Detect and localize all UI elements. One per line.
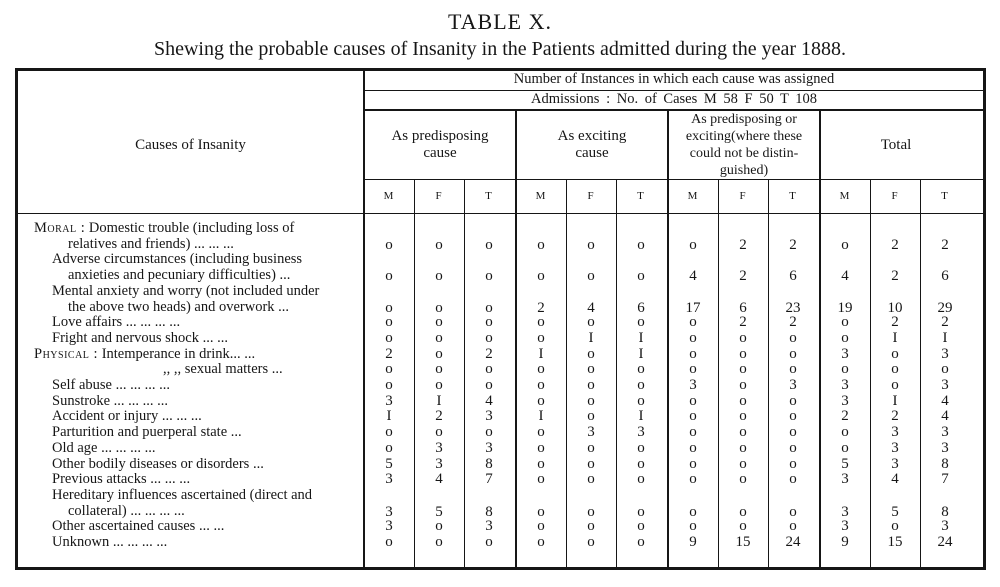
table-cell: o bbox=[739, 455, 747, 472]
table-cell: 7 bbox=[941, 471, 949, 488]
table-cell: o bbox=[385, 268, 393, 285]
group-header-line: As predisposing bbox=[391, 128, 489, 144]
table-cell: 29 bbox=[937, 299, 953, 316]
table-subtitle: Shewing the probable causes of Insanity in the Patients admitted during the year 1888. bbox=[153, 38, 847, 60]
table-cell: o bbox=[435, 534, 443, 550]
table-cell: o bbox=[841, 424, 849, 441]
table-cell: 2 bbox=[941, 314, 949, 331]
table-cell: o bbox=[689, 503, 697, 520]
table-cell: 6 bbox=[789, 268, 797, 285]
row-label-text: Unknown ... ... ... ... bbox=[52, 534, 168, 550]
row-label bbox=[52, 472, 190, 487]
table-cell: 6 bbox=[941, 268, 949, 285]
table-cell: 2 bbox=[537, 299, 545, 316]
rule-banner bbox=[364, 90, 984, 91]
table-cell: o bbox=[485, 377, 493, 393]
table-cell: o bbox=[537, 329, 545, 346]
table-cell: 4 bbox=[485, 392, 493, 409]
table-cell: o bbox=[385, 424, 393, 441]
table-cell: 24 bbox=[785, 534, 801, 550]
table-cell: o bbox=[789, 471, 797, 488]
table-cell: o bbox=[739, 503, 747, 520]
table-cell: 3 bbox=[891, 424, 899, 441]
row-label-text: the above two heads) and overwork ... bbox=[68, 298, 290, 315]
table-cell: o bbox=[485, 329, 493, 346]
table-cell: 4 bbox=[689, 268, 697, 285]
table-cell: o bbox=[689, 424, 697, 441]
table-cell: o bbox=[587, 408, 595, 425]
table-cell: o bbox=[485, 534, 493, 550]
row-label-text: anxieties and pecuniary difficulties) ... bbox=[68, 267, 291, 284]
row-label bbox=[52, 284, 319, 299]
group-header-2 bbox=[516, 128, 668, 162]
table-cell: o bbox=[385, 361, 393, 378]
table-cell: 2 bbox=[739, 268, 747, 285]
group-header-line: guished) bbox=[719, 163, 769, 178]
table-cell: o bbox=[637, 518, 645, 535]
table-cell: 23 bbox=[785, 299, 801, 316]
group-header-line: As exciting bbox=[557, 128, 627, 144]
row-label bbox=[52, 457, 264, 472]
table-cell: 5 bbox=[435, 503, 443, 520]
row-label bbox=[34, 347, 255, 362]
table-cell: o bbox=[485, 361, 493, 378]
table-cell: 3 bbox=[435, 439, 443, 456]
table-cell: 4 bbox=[941, 392, 949, 409]
table-cell: o bbox=[435, 329, 443, 346]
table-cell: o bbox=[537, 377, 545, 393]
table-cell: o bbox=[435, 236, 443, 253]
row-label-text: Domestic trouble (including loss of bbox=[85, 220, 295, 236]
table-cell: I bbox=[638, 345, 644, 362]
table-cell: o bbox=[587, 236, 595, 253]
table-cell: I bbox=[436, 392, 442, 409]
table-cell: o bbox=[689, 329, 697, 346]
table-cell: 3 bbox=[485, 439, 493, 456]
table-cell: o bbox=[739, 377, 747, 393]
table-cell: 3 bbox=[385, 518, 393, 535]
table-cell: 2 bbox=[739, 236, 747, 253]
table-cell: 4 bbox=[435, 471, 443, 488]
table-cell: o bbox=[841, 361, 849, 378]
table-cell: 3 bbox=[941, 439, 949, 456]
row-label-text: Adverse circumstances (including business bbox=[52, 251, 303, 268]
group-header-line: could not be distin- bbox=[689, 146, 799, 161]
table-cell: I bbox=[892, 392, 898, 409]
table-cell: 8 bbox=[485, 503, 493, 520]
row-label bbox=[163, 362, 283, 377]
table-cell: o bbox=[587, 471, 595, 488]
row-label bbox=[68, 504, 185, 519]
table-cell: 3 bbox=[385, 471, 393, 488]
row-label-text: Hereditary influences ascertained (direct and bbox=[52, 486, 313, 503]
table-cell: 8 bbox=[485, 455, 493, 472]
table-cell: o bbox=[689, 471, 697, 488]
table-cell: o bbox=[789, 455, 797, 472]
admissions-line: Admissions : No. of Cases M 58 F 50 T 108 bbox=[530, 91, 818, 107]
table-cell: o bbox=[789, 345, 797, 362]
table-cell: o bbox=[537, 534, 545, 550]
table-cell: o bbox=[689, 392, 697, 409]
table-cell: 15 bbox=[735, 534, 751, 550]
table-cell: 3 bbox=[385, 503, 393, 520]
row-label bbox=[52, 394, 168, 409]
table-cell: o bbox=[385, 439, 393, 456]
table-cell: o bbox=[739, 345, 747, 362]
table-cell: o bbox=[385, 377, 393, 393]
table-cell: o bbox=[435, 345, 443, 362]
table-cell: o bbox=[789, 439, 797, 456]
table-cell: 2 bbox=[789, 236, 797, 253]
table-cell: o bbox=[739, 518, 747, 535]
row-label-text: Accident or injury ... ... ... bbox=[52, 408, 202, 425]
table-cell: 19 bbox=[837, 299, 853, 316]
table-cell: 8 bbox=[941, 503, 949, 520]
table-cell: 9 bbox=[689, 534, 697, 550]
table-cell: o bbox=[841, 329, 849, 346]
table-cell: 3 bbox=[891, 439, 899, 456]
table-cell: o bbox=[485, 299, 493, 316]
row-label-text: Previous attacks ... ... ... bbox=[52, 471, 191, 488]
table-cell: o bbox=[435, 377, 443, 393]
sub-label-m: M bbox=[535, 190, 547, 202]
row-label-text: Mental anxiety and worry (not included under bbox=[52, 282, 320, 299]
row-label bbox=[52, 252, 302, 267]
table-cell: o bbox=[385, 236, 393, 253]
row-label bbox=[34, 221, 294, 236]
table-cell: 3 bbox=[941, 518, 949, 535]
table-cell: 3 bbox=[891, 455, 899, 472]
table-cell: o bbox=[891, 345, 899, 362]
row-label bbox=[52, 519, 224, 534]
table-cell: 3 bbox=[385, 392, 393, 409]
table-cell: o bbox=[689, 236, 697, 253]
table-frame bbox=[15, 68, 986, 570]
row-label bbox=[52, 331, 228, 346]
table-cell: I bbox=[538, 345, 544, 362]
rule-header-bottom bbox=[18, 213, 984, 214]
table-cell: o bbox=[739, 471, 747, 488]
top-banner: Number of Instances in which each cause was assigned bbox=[513, 71, 835, 87]
table-cell: o bbox=[689, 518, 697, 535]
table-cell: o bbox=[739, 408, 747, 425]
table-cell: o bbox=[841, 236, 849, 253]
table-cell: 10 bbox=[887, 299, 903, 316]
table-cell: 3 bbox=[841, 345, 849, 362]
row-label-text: Love affairs ... ... ... ... bbox=[52, 314, 181, 331]
row-label-text: Fright and nervous shock ... ... bbox=[52, 329, 228, 346]
table-cell: o bbox=[841, 439, 849, 456]
table-cell: o bbox=[739, 392, 747, 409]
category-prefix: Moral : bbox=[34, 220, 86, 236]
row-label-text: Other bodily diseases or disorders ... bbox=[52, 455, 264, 472]
table-cell: o bbox=[841, 314, 849, 331]
row-label bbox=[52, 409, 202, 424]
row-label bbox=[52, 535, 167, 550]
table-cell: o bbox=[537, 268, 545, 285]
row-label bbox=[68, 300, 289, 315]
table-cell: o bbox=[537, 471, 545, 488]
table-cell: o bbox=[739, 361, 747, 378]
table-cell: o bbox=[637, 268, 645, 285]
table-cell: 4 bbox=[941, 408, 949, 425]
table-cell: o bbox=[891, 518, 899, 535]
table-cell: 2 bbox=[891, 236, 899, 253]
group-header-3 bbox=[668, 111, 820, 179]
table-cell: o bbox=[637, 471, 645, 488]
group-header-line: exciting(where these bbox=[685, 129, 803, 144]
table-cell: 6 bbox=[739, 299, 747, 316]
group-header-line: Total bbox=[880, 136, 912, 153]
table-cell: o bbox=[689, 345, 697, 362]
row-label-text: collateral) ... ... ... ... bbox=[68, 502, 185, 519]
table-cell: I bbox=[638, 329, 644, 346]
table-cell: 3 bbox=[637, 424, 645, 441]
row-label bbox=[52, 378, 170, 393]
sub-label-m: M bbox=[687, 190, 699, 202]
table-cell: 3 bbox=[841, 471, 849, 488]
table-cell: 2 bbox=[739, 314, 747, 331]
sub-label-f: F bbox=[891, 190, 899, 202]
group-header-1 bbox=[364, 128, 516, 162]
table-cell: 2 bbox=[385, 345, 393, 362]
table-cell: o bbox=[537, 518, 545, 535]
table-cell: o bbox=[385, 329, 393, 346]
table-cell: o bbox=[385, 314, 393, 331]
table-cell: o bbox=[537, 455, 545, 472]
category-prefix: Physical : bbox=[34, 345, 99, 362]
row-label-text: ,, ,, sexual matters ... bbox=[163, 361, 283, 378]
table-cell: o bbox=[891, 361, 899, 378]
table-cell: o bbox=[637, 236, 645, 253]
table-cell: o bbox=[587, 361, 595, 378]
table-cell: 9 bbox=[841, 534, 849, 550]
table-cell: o bbox=[689, 314, 697, 331]
table-cell: o bbox=[587, 314, 595, 331]
table-cell: 5 bbox=[385, 455, 393, 472]
table-cell: 2 bbox=[789, 314, 797, 331]
row-label-text: Old age ... ... ... ... bbox=[52, 439, 156, 456]
table-cell: o bbox=[537, 503, 545, 520]
sub-label-f: F bbox=[739, 190, 747, 202]
sub-label-f: F bbox=[587, 190, 595, 202]
table-cell: o bbox=[587, 455, 595, 472]
table-cell: o bbox=[637, 314, 645, 331]
table-cell: o bbox=[435, 268, 443, 285]
table-cell: 3 bbox=[689, 377, 697, 393]
table-cell: 3 bbox=[841, 392, 849, 409]
table-cell: o bbox=[689, 408, 697, 425]
row-label bbox=[68, 268, 290, 283]
row-label-text: Other ascertained causes ... ... bbox=[52, 518, 225, 535]
sub-label-m: M bbox=[839, 190, 851, 202]
group-header-line: cause bbox=[423, 145, 457, 161]
table-cell: o bbox=[537, 392, 545, 409]
group-header-line: As predisposing or bbox=[691, 112, 797, 127]
table-cell: 17 bbox=[685, 299, 701, 316]
table-cell: o bbox=[891, 377, 899, 393]
table-cell: I bbox=[638, 408, 644, 425]
sub-label-f: F bbox=[435, 190, 443, 202]
table-cell: o bbox=[587, 534, 595, 550]
row-label-text: Self abuse ... ... ... ... bbox=[52, 377, 170, 393]
table-cell: 2 bbox=[485, 345, 493, 362]
table-cell: o bbox=[587, 268, 595, 285]
table-cell: 2 bbox=[841, 408, 849, 425]
table-cell: 4 bbox=[587, 299, 595, 316]
table-cell: 2 bbox=[891, 268, 899, 285]
sub-label-t: T bbox=[637, 190, 645, 202]
table-cell: 3 bbox=[587, 424, 595, 441]
table-title: TABLE X. bbox=[447, 9, 552, 34]
table-cell: o bbox=[637, 439, 645, 456]
table-cell: I bbox=[386, 408, 392, 425]
table-cell: 4 bbox=[891, 471, 899, 488]
table-cell: o bbox=[689, 455, 697, 472]
table-cell: o bbox=[689, 361, 697, 378]
table-cell: 2 bbox=[435, 408, 443, 425]
table-cell: o bbox=[435, 314, 443, 331]
table-cell: o bbox=[537, 236, 545, 253]
table-cell: 3 bbox=[841, 518, 849, 535]
table-cell: o bbox=[435, 299, 443, 316]
row-label-text: relatives and friends) ... ... ... bbox=[68, 235, 234, 252]
table-cell: o bbox=[587, 392, 595, 409]
table-cell: o bbox=[789, 329, 797, 346]
table-cell: o bbox=[485, 314, 493, 331]
table-cell: 3 bbox=[789, 377, 797, 393]
table-cell: o bbox=[637, 455, 645, 472]
table-cell: o bbox=[537, 361, 545, 378]
table-cell: 2 bbox=[891, 408, 899, 425]
row-label-text: Intemperance in drink... ... bbox=[98, 345, 256, 362]
row-label bbox=[68, 237, 234, 252]
sub-label-t: T bbox=[485, 190, 493, 202]
table-cell: 3 bbox=[841, 503, 849, 520]
table-cell: 8 bbox=[941, 455, 949, 472]
table-cell: 7 bbox=[485, 471, 493, 488]
table-cell: 2 bbox=[891, 314, 899, 331]
table-cell: o bbox=[435, 424, 443, 441]
table-cell: 3 bbox=[941, 345, 949, 362]
table-cell: 24 bbox=[937, 534, 953, 550]
table-cell: I bbox=[892, 329, 898, 346]
table-cell: o bbox=[587, 345, 595, 362]
rule-groups bbox=[364, 179, 984, 180]
table-cell: o bbox=[537, 314, 545, 331]
sub-label-t: T bbox=[789, 190, 797, 202]
table-cell: o bbox=[587, 503, 595, 520]
table-cell: 4 bbox=[841, 268, 849, 285]
table-cell: 2 bbox=[941, 236, 949, 253]
row-label bbox=[52, 315, 180, 330]
table-cell: o bbox=[789, 361, 797, 378]
table-cell: o bbox=[587, 439, 595, 456]
table-cell: o bbox=[637, 503, 645, 520]
table-cell: 3 bbox=[941, 424, 949, 441]
group-header-4 bbox=[820, 137, 972, 154]
table-cell: o bbox=[385, 299, 393, 316]
table-cell: o bbox=[435, 361, 443, 378]
table-cell: I bbox=[942, 329, 948, 346]
table-cell: o bbox=[789, 424, 797, 441]
table-cell: I bbox=[588, 329, 594, 346]
table-cell: o bbox=[739, 424, 747, 441]
table-cell: o bbox=[485, 424, 493, 441]
table-cell: o bbox=[637, 377, 645, 393]
table-cell: 15 bbox=[887, 534, 903, 550]
table-cell: o bbox=[587, 377, 595, 393]
table-cell: I bbox=[538, 408, 544, 425]
sub-label-m: M bbox=[383, 190, 395, 202]
table-cell: o bbox=[689, 439, 697, 456]
table-cell: o bbox=[637, 392, 645, 409]
row-label bbox=[52, 488, 312, 503]
table-cell: o bbox=[739, 329, 747, 346]
table-cell: o bbox=[385, 534, 393, 550]
table-cell: o bbox=[789, 408, 797, 425]
table-cell: 5 bbox=[891, 503, 899, 520]
table-cell: o bbox=[941, 361, 949, 378]
row-label bbox=[52, 441, 156, 456]
table-cell: 3 bbox=[841, 377, 849, 393]
row-label-text: Sunstroke ... ... ... ... bbox=[52, 392, 168, 409]
table-cell: o bbox=[485, 268, 493, 285]
table-cell: 3 bbox=[435, 455, 443, 472]
table-cell: o bbox=[537, 439, 545, 456]
table-cell: o bbox=[637, 534, 645, 550]
group-header-line: cause bbox=[575, 145, 609, 161]
table-cell: o bbox=[637, 361, 645, 378]
table-cell: o bbox=[435, 518, 443, 535]
table-cell: 3 bbox=[485, 518, 493, 535]
table-cell: 5 bbox=[841, 455, 849, 472]
row-label-text: Parturition and puerperal state ... bbox=[52, 424, 242, 441]
table-cell: o bbox=[789, 392, 797, 409]
table-cell: o bbox=[789, 518, 797, 535]
table-cell: 3 bbox=[485, 408, 493, 425]
table-cell: o bbox=[485, 236, 493, 253]
sub-label-t: T bbox=[941, 190, 949, 202]
table-cell: 3 bbox=[941, 377, 949, 393]
row-label bbox=[52, 425, 242, 440]
table-cell: o bbox=[739, 439, 747, 456]
table-cell: o bbox=[789, 503, 797, 520]
table-cell: o bbox=[537, 424, 545, 441]
table-cell: 6 bbox=[637, 299, 645, 316]
causes-header: Causes of Insanity bbox=[135, 137, 246, 153]
table-cell: o bbox=[587, 518, 595, 535]
